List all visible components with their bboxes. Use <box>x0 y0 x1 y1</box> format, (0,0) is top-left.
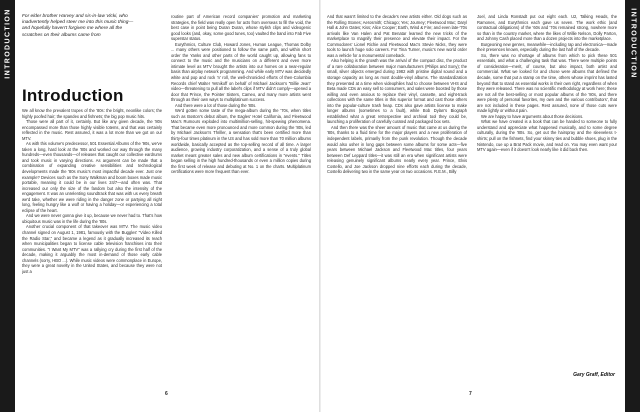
section-tab-label: INTRODUCTION <box>4 8 11 79</box>
body-paragraph: And we were never gonna give it up, because we never had to. That's how ubiquitous music was in the life during the '80s. <box>22 213 162 224</box>
dedication-epigraph: For elder brother Harvey and sis-in-law Vicki, who inadvertently helped steer me into this music thing—and hopefully haven't forgiven me where all the scratches on their albums came from <box>22 14 134 38</box>
left-page <box>15 0 319 412</box>
body-paragraph: We are happy to have arguments about those decisions. <box>481 113 584 119</box>
body-paragraph: And that wasn't limited to the decade's new artists either. Old dogs such as the Rolling Stones; Aerosmith; Chicago; Yes; Journey; Fleetwood Mac; Daryl Hall & John Oates; Kiss; Alice Cooper; Earth, Wind & Fire; and even late-'70s arrivals like Van Halen and Pat Benatar learned the new tricks of the marketplace to magnify their presence and elevate their impact. For the Commodores' Lionel Richie and Fleetwood Mac's Stevie Nicks, they were tools to launch huge solo careers. For Tina Turner, music's new world order was a vehicle for a monumental comeback. <box>327 14 467 58</box>
body-paragraph: We'd gotten some taste of the mega-album during the '70s, when titles such as Boston's debut album, the Eagles' Hotel California, and Fleetwood Mac's Rumours exploded into multimillion-selling, hit-spewing phenomena. That became even more pronounced and more common during the '80s, led by Michael Jackson's Thriller, a sensation that's been certified more than thirty-four times platinum in the US and has sold more than 70 million albums worldwide, basically accepted as the top-selling record of all time. A larger audience, growing industry corporatization, and a sense of a truly global market meant greater sales and new album certifications in "events." Titles began selling in the high hundred-thousands or even a million copies during the first week of release and debuting at No. 1 on the charts. Multiplatinum certifications were more frequent than ever. <box>171 108 311 175</box>
section-tab-right <box>625 0 640 412</box>
body-paragraph: We all know the prevalent tropes of the '80s: the bright, neonlike colors; the highly poofed hair; the spandex and fishnets; the big pop music hits. <box>22 108 162 119</box>
body-paragraph: Those were all part of it, certainly. But like any given decade, the '80s encompassed more than those highly visible totems, and that was certainly reflected in the music. Rest assured, it was a lot more than we got on our MTV. <box>22 119 162 141</box>
body-paragraph: As with this volume's predecessor, 501 Essential Albums of the '90s, we've taken a long, hard look at the '80s and worked our way through the many hundreds—even thousands—of releases that caught our collective eardrums and took music in varying directions. As argument can be made that a combination of expanding creative sensibilities and technological developments made the '80s music's most impactful decade ever. Just one example? Devices such as the Sony Walkman and boom boxes made music portable, meaning it could be in our lives 24/7—and often was. That increased our only the size of the fandom but also the intensity of the engagement. It was an unrelenting soundtrack that was with us every breath we'd take, whether we were riding in the danger zone or partying all night long, feeling hungry like a wolf or having a holiday—or experiencing a total eclipse of the heart. <box>22 141 162 213</box>
body-paragraph: Burgeoning new genres, meanwhile—including rap and electronica—made their presences known, especially during the last half of the decade. <box>477 41 617 53</box>
body-paragraph: And there were a lot of those during the '80s. <box>175 102 257 108</box>
body-paragraph: And then there was the sheer amount of music that came at us during the '80s, thanks to a fluid time for the major players and a new proliferation of independent labels, primarily from the punk revolution. Though the decade would also usher in long gaps between some albums for some acts—five years between Michael Jackson and Fleetwood Mac titles, four years between Def Leppard titles—it was still an era when significant artists were releasing genuinely significant albums nearly every year. Prince, Elvis Costello, and Joe Jackson dropped nine efforts each during the decade, Costello delivering two in the same year on two occasions. R.E.M., Billy <box>327 124 467 175</box>
body-paragraph: Eurythmics, Culture Club, Howard Jones, Human League, Thomas Dolby ... many others were positioned to follow the same path, and within short order the Yanks and other parts of the world caught up, allowing fans to connect to the music and the musicians on a different and even more intimate level as MTV brought the artists into our homes on a near-regular basis than airplay network programming. And while early MTV was decidedly white and pop and rock 'n' roll, the well-chronicled efforts of then-Columbia Records chief Walter Yetnikoff on behalf of Michael Jackson's "Billie Jean" video—threatening to pull all the label's clips if MTV didn't comply—opened a door that Prince, the Pointer Sisters, Cameo, and many more artists went through as their own ways to multiplatinum success. <box>171 41 311 103</box>
page-number-left: 6 <box>165 391 168 397</box>
right-page-column-1 <box>327 14 467 388</box>
section-tab-left <box>0 0 15 412</box>
body-paragraph: Also helping is the growth was the arrival of the compact disc, the product of a rare collaboration between major manufacturers (Philips and Sony); the small, silver objects emerged during 1982 with pristine digital sound and a storage capacity as long as most double-vinyl albums. The standardization they presented at a time when videophiles had to choose between VHS and Beta made CDs an easy sell to consumers, and sales were boosted by those willing and even anxious to replace their vinyl, cassette, and eight-track collections with the same titles in this superior format and cast those others into the popular-culture trash heap. CDs also gave artists license to make longer albums (sometimes to a fault), while Bob Dylan's Biograph established what a great retrospective and archival tool they could be, launching a proliferation of carefully curated and packaged box sets. <box>327 58 467 125</box>
left-page-column-1 <box>22 108 162 388</box>
body-paragraph: Joel, and Linda Ronstadt put out eight each. U2, Talking Heads, the Ramones, and Eurythmics each gave us seven. The work ethic (and contractual obligations) of the '60s and '70s remained strong, nowhere more so than in the country market, where the likes of Willie Nelson, Dolly Parton, and Johnny Cash placed more than a dozen projects into the marketplace. <box>477 14 617 42</box>
page-number-right: 7 <box>469 391 472 397</box>
chapter-heading: Introduction <box>22 86 124 105</box>
right-page <box>321 0 625 412</box>
section-tab-label: INTRODUCTION <box>629 8 636 79</box>
body-paragraph: What we have created is a book that can be handed to someone to fully understand and appreciate what happened musically, and to some degree culturally, during the '80s. So, get out the hairspray and the sleeveless t-shirts; pull on the fishnets, find your skinny ties and bubble shoes, plug in the Nintendo, cue up a Brat Pack movie, and read on. You may even want your MTV again—even if it doesn't look nearly like it did back then. <box>477 119 617 153</box>
left-page-column-2 <box>171 14 311 388</box>
right-page-column-2 <box>477 14 617 369</box>
body-paragraph: Another crucial component of that takeover was MTV. The music video channel signed on August 1, 1981, famously with the Buggles' "Video Killed the Radio Star," and became a legend as it gradually increased its reach when municipalities began to license cable television franchises into their communities. "I Want My MTV" was a rallying cry during the first half of the decade, making it arguably the most in-demand of those early cable channels (sorry, HBO ...). While music videos were commonplace in Europe, they were a great novelty in the United States, and because they were not just a <box>22 224 162 274</box>
body-paragraph: So, there was no shortage of albums from which to pick these 501 essentials, and what a challenging task that was. There were multiple points of consideration—merit, of course, but also impact, both artist and commercial. What we looked for and chose were albums that defined the decade, some that put a stamp on the time, others whose imprint has lasted beyond that to stand as essential works in their own right, regardless of when they were released. There was no scientific methodology at work here; these are not all the best-selling or most popular albums of the '80s, and there were plenty of personal favorites, my own and the various contributors', that are not included in these pages. Rest assured, none of those cuts were made lightly or without pain. <box>477 52 617 114</box>
body-paragraph: routine part of American record companies' promotion and marketing strategies, the field was really open for acts from overseas to fill the void, the best case in point being Duran Duran, whose stylish clips and videogenic good looks (and, okay, some good tunes, too) vaulted the band into Fab Five superstar status. <box>171 14 311 42</box>
editor-byline: Gary Graff, Editor <box>573 372 615 378</box>
